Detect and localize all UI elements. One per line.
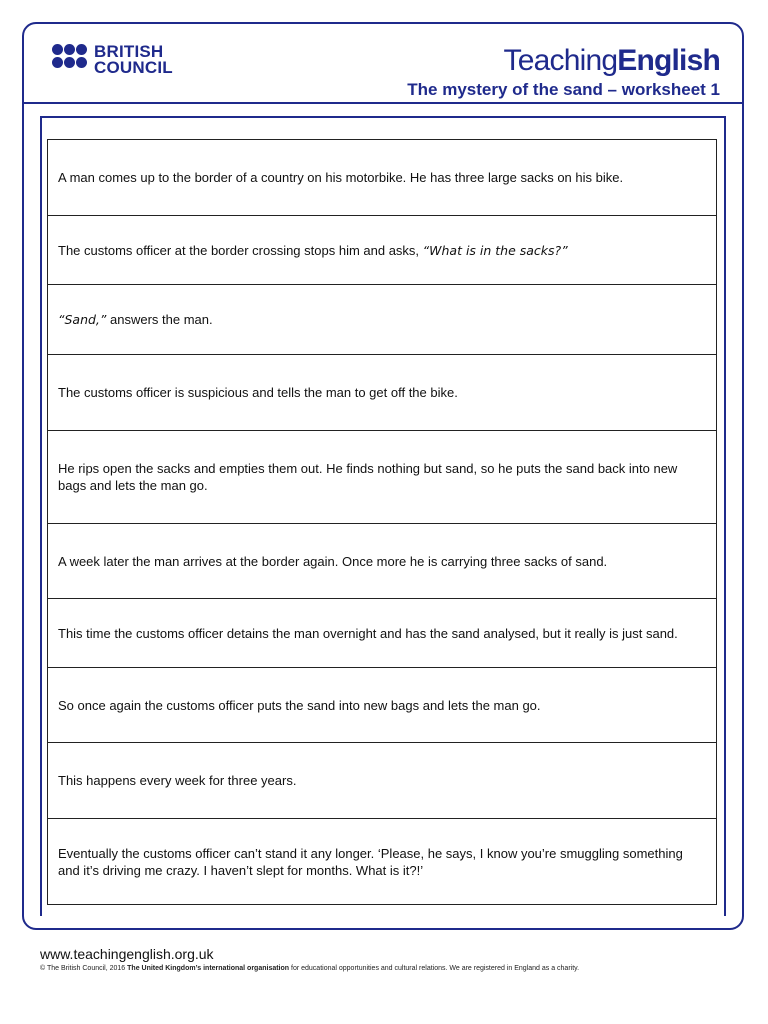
worksheet-title: The mystery of the sand – worksheet 1	[407, 80, 720, 99]
wordmark-line1: BRITISH	[94, 42, 164, 61]
table-row	[48, 819, 717, 905]
table-cell: The customs officer at the border crossing stops him and asks, “What is in the sacks?”	[48, 216, 717, 285]
logo-teaching: Teaching	[503, 44, 618, 77]
table-row	[48, 524, 717, 599]
table-row	[48, 355, 717, 431]
table-cell: “Sand,” answers the man.	[48, 285, 717, 355]
table-row	[48, 285, 717, 355]
logo-english: English	[617, 44, 720, 77]
table-cell: Eventually the customs officer can’t stand it any longer. ‘Please, he says, I know you’re smuggling something and it’s driving me crazy. I haven’t slept for months. What is it?!’	[48, 819, 717, 905]
british-council-wordmark	[94, 44, 173, 76]
british-council-dots-icon	[52, 44, 88, 80]
british-council-logo	[52, 44, 202, 84]
worksheet-header	[24, 24, 742, 104]
table-row	[48, 743, 717, 819]
teaching-english-logo	[504, 44, 720, 78]
table-row	[48, 216, 717, 285]
table-cell: This happens every week for three years.	[48, 743, 717, 819]
table-cell: He rips open the sacks and empties them out. He finds nothing but sand, so he puts the sand back into new bags and lets the man go.	[48, 431, 717, 524]
table-row	[48, 140, 717, 216]
table-cell: A week later the man arrives at the border again. Once more he is carrying three sacks of sand.	[48, 524, 717, 599]
table-cell: This time the customs officer detains the man overnight and has the sand analysed, but it really is just sand.	[48, 599, 717, 668]
table-cell: A man comes up to the border of a country on his motorbike. He has three large sacks on his bike.	[48, 140, 717, 216]
table-cell: The customs officer is suspicious and tells the man to get off the bike.	[48, 355, 717, 431]
footer-url-link[interactable]: www.teachingenglish.org.uk	[40, 946, 214, 962]
table-row	[48, 431, 717, 524]
wordmark-line2: COUNCIL	[94, 58, 173, 77]
table-row	[48, 668, 717, 743]
footer-copyright: © The British Council, 2016 The United Kingdom’s international organisation for educational opportunities and cultural relations. We are registered in England as a charity.	[40, 965, 580, 972]
table-row	[48, 599, 717, 668]
table-cell: So once again the customs officer puts the sand into new bags and lets the man go.	[48, 668, 717, 743]
story-table	[47, 139, 717, 905]
